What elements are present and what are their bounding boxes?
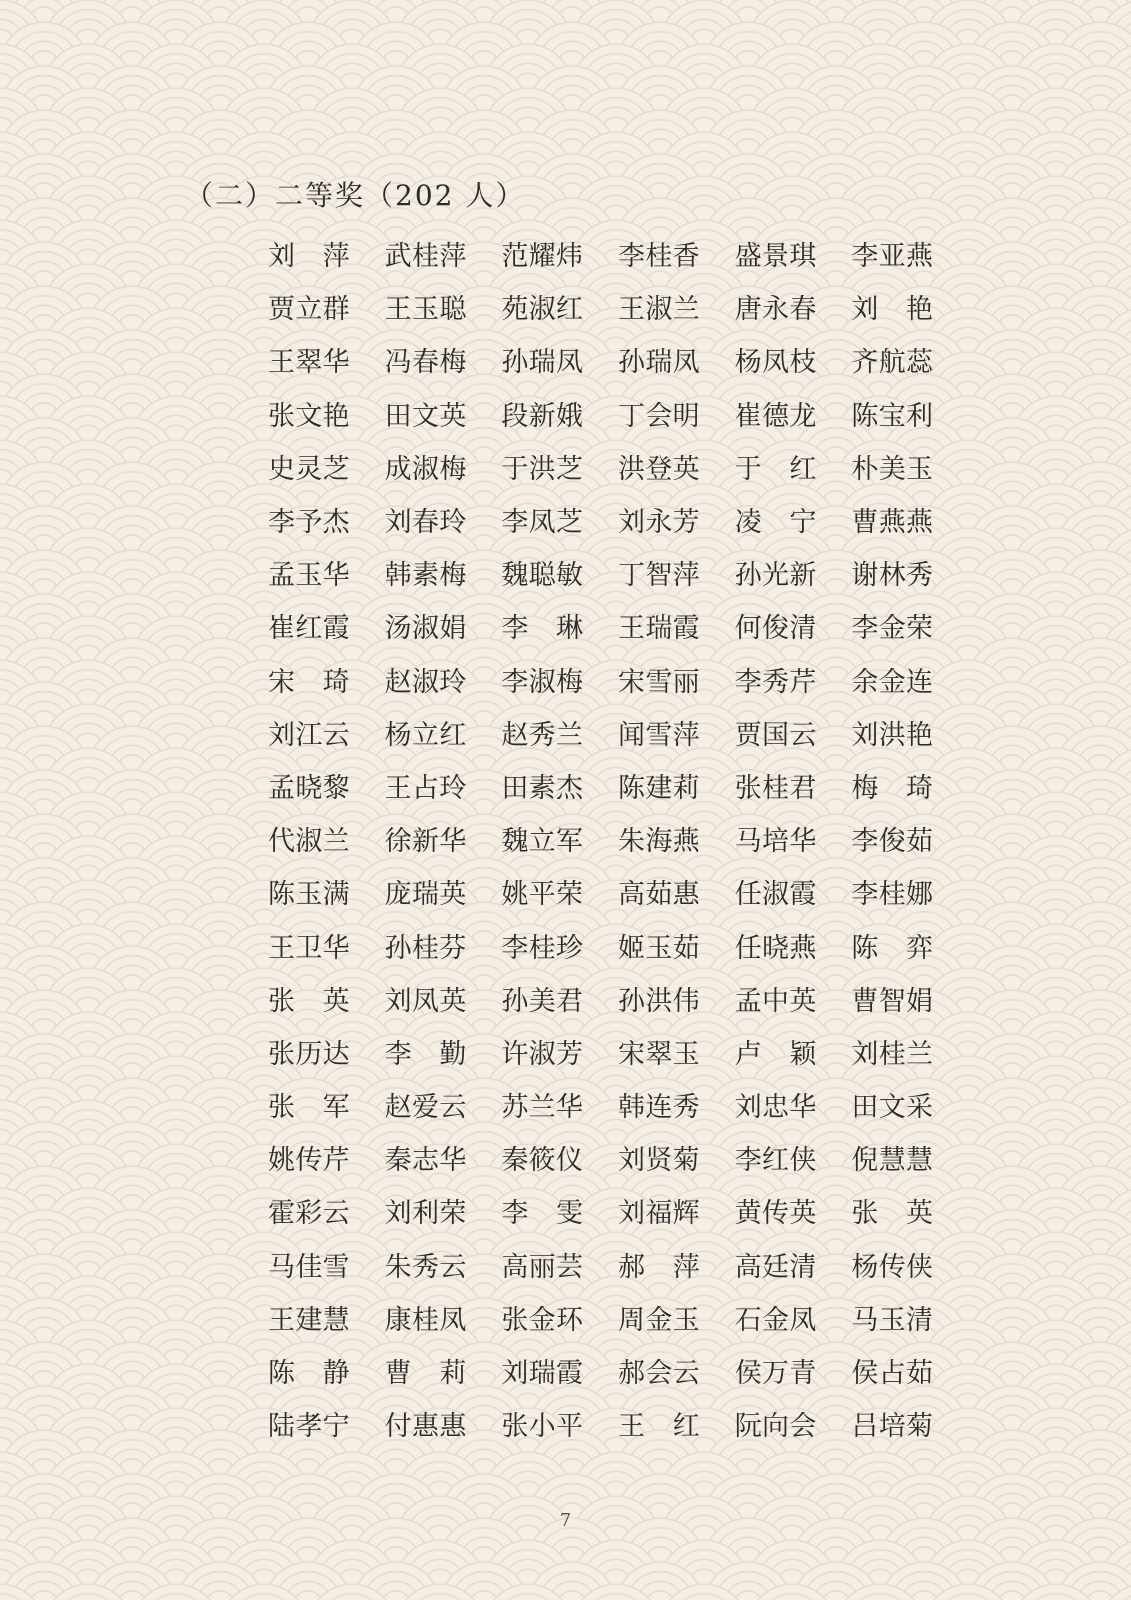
page-number: 7 [559, 1510, 572, 1531]
name-row [268, 1131, 968, 1184]
awardee-name: 陆 孝 宁 [268, 1411, 350, 1443]
awardee-name: 刘 瑞 霞 [501, 1358, 583, 1390]
awardee-name: 张 英 [268, 985, 350, 1017]
name-row [268, 1291, 968, 1344]
awardee-name: 王 翠 华 [268, 347, 350, 379]
name-row [268, 440, 968, 493]
awardee-name: 任 晓 燕 [734, 932, 817, 964]
award-title: 二等奖 [275, 179, 366, 212]
name-row [268, 227, 968, 280]
name-row [268, 493, 968, 546]
awardee-name: 孙 光 新 [734, 560, 817, 592]
name-row [268, 1078, 968, 1131]
awardee-name: 洪 登 英 [618, 453, 700, 485]
awardee-name: 姚 平 荣 [501, 879, 583, 911]
awardee-name: 刘 洪 艳 [851, 719, 934, 751]
awardee-name: 卢 颖 [734, 1038, 817, 1070]
awardee-name: 李 桂 珍 [501, 932, 583, 964]
awardee-name: 李 予 杰 [268, 507, 350, 539]
awardee-name: 黄 传 英 [734, 1198, 817, 1230]
awardee-name: 侯 万 青 [734, 1358, 817, 1390]
awardee-name: 陈 玉 满 [268, 879, 350, 911]
awardee-name: 陈 弈 [851, 932, 934, 964]
awardee-name: 石 金 凤 [734, 1304, 817, 1336]
awardee-name: 刘 利 荣 [384, 1198, 467, 1230]
awardee-name: 姬 玉 茹 [618, 932, 700, 964]
name-row [268, 1397, 968, 1450]
awardee-name: 李 金 荣 [851, 613, 934, 645]
awardee-name: 孟 玉 华 [268, 560, 350, 592]
awardee-name: 郝 会 云 [618, 1358, 700, 1390]
awardee-name: 刘 江 云 [268, 719, 350, 751]
awardee-name: 唐 永 春 [734, 294, 817, 326]
name-row [268, 706, 968, 759]
awardee-name: 刘 桂 兰 [851, 1038, 934, 1070]
awardee-name: 孙 洪 伟 [618, 985, 700, 1017]
name-row [268, 918, 968, 971]
awardee-name: 王 瑞 霞 [618, 613, 700, 645]
awardee-name: 李 亚 燕 [851, 241, 934, 273]
awardee-name: 陈 静 [268, 1358, 350, 1390]
awardee-name: 崔 德 龙 [734, 400, 817, 432]
awardee-name: 徐 新 华 [384, 826, 467, 858]
awardee-name: 汤 淑 娟 [384, 613, 467, 645]
awardee-name: 王 卫 华 [268, 932, 350, 964]
awardee-name: 李 琳 [501, 613, 584, 645]
awardee-name: 王 玉 聪 [384, 294, 467, 326]
name-row [268, 1344, 968, 1397]
awardee-name: 余 金 连 [851, 666, 934, 698]
awardee-name: 曹 燕 燕 [851, 507, 934, 539]
awardee-name: 周 金 玉 [618, 1304, 700, 1336]
awardee-name: 李 桂 娜 [851, 879, 934, 911]
awardee-name: 于 红 [734, 453, 817, 485]
awardee-name: 代 淑 兰 [268, 826, 350, 858]
awardee-name: 盛 景 琪 [734, 241, 817, 273]
awardee-name: 刘 永 芳 [618, 507, 700, 539]
awardee-name: 赵 爱 云 [384, 1092, 467, 1124]
awardee-name: 崔 红 霞 [268, 613, 350, 645]
awardee-name: 刘 春 玲 [384, 507, 467, 539]
awardee-name: 王 淑 兰 [618, 294, 700, 326]
awardee-name: 高 廷 清 [734, 1251, 817, 1283]
awardee-name: 倪 慧 慧 [851, 1145, 934, 1177]
awardee-name: 霍 彩 云 [268, 1198, 350, 1230]
awardee-name: 李 淑 梅 [501, 666, 583, 698]
awardee-name: 曹 智 娟 [851, 985, 934, 1017]
awardee-name: 陈 建 莉 [618, 772, 700, 804]
awardee-name: 曹 莉 [384, 1358, 467, 1390]
awardee-name: 孟 中 英 [734, 985, 817, 1017]
awardee-name: 魏 聪 敏 [501, 560, 583, 592]
awardee-name: 李 俊 茹 [851, 826, 934, 858]
awardee-name: 吕 培 菊 [851, 1411, 934, 1443]
awardee-name: 张 军 [268, 1092, 350, 1124]
awardee-name: 秦 筱 仪 [501, 1145, 583, 1177]
awardee-name: 马 玉 清 [851, 1304, 934, 1336]
awardee-name: 田 素 杰 [501, 772, 583, 804]
awardee-name: 秦 志 华 [384, 1145, 467, 1177]
awardee-name: 张 金 环 [501, 1304, 583, 1336]
awardee-name: 范 耀 炜 [501, 241, 583, 273]
name-row [268, 759, 968, 812]
awardee-name: 侯 占 茹 [851, 1358, 934, 1390]
awardee-name: 韩 素 梅 [384, 560, 467, 592]
name-row [268, 333, 968, 386]
name-row [268, 1025, 968, 1078]
awardee-name: 刘 贤 菊 [618, 1145, 700, 1177]
awardee-name: 陈 宝 利 [851, 400, 934, 432]
awardee-name: 杨 立 红 [384, 719, 467, 751]
awardee-name: 孙 瑞 凤 [501, 347, 583, 379]
awardee-name: 凌 宁 [734, 507, 817, 539]
awardee-name: 李 红 侠 [734, 1145, 817, 1177]
awardee-name: 魏 立 军 [501, 826, 583, 858]
awardee-name: 孟 晓 黎 [268, 772, 350, 804]
awardee-name: 刘 福 辉 [618, 1198, 700, 1230]
awardee-name: 马 培 华 [734, 826, 817, 858]
awardee-name: 苑 淑 红 [501, 294, 583, 326]
awardee-name: 成 淑 梅 [384, 453, 467, 485]
awardee-name: 刘 萍 [268, 241, 350, 273]
name-row [268, 1184, 968, 1237]
awardee-name: 庞 瑞 英 [384, 879, 467, 911]
name-row [268, 599, 968, 652]
awardee-name: 史 灵 芝 [268, 453, 350, 485]
awardee-name: 丁 智 萍 [618, 560, 700, 592]
awardee-name: 杨 凤 枝 [734, 347, 817, 379]
awardee-name: 宋 琦 [268, 666, 350, 698]
awardee-name: 张 文 艳 [268, 400, 350, 432]
name-list [268, 227, 968, 1450]
awardee-name: 孙 美 君 [501, 985, 583, 1017]
awardee-name: 丁 会 明 [618, 400, 700, 432]
awardee-name: 武 桂 萍 [384, 241, 467, 273]
name-row [268, 546, 968, 599]
awardee-name: 贾 立 群 [268, 294, 350, 326]
awardee-name: 贾 国 云 [734, 719, 817, 751]
awardee-name: 段 新 娥 [501, 400, 583, 432]
name-row [268, 280, 968, 333]
awardee-name: 赵 秀 兰 [501, 719, 583, 751]
awardee-name: 张 历 达 [268, 1038, 350, 1070]
awardee-name: 孙 桂 芬 [384, 932, 467, 964]
award-count: （202 人） [365, 179, 526, 212]
awardee-name: 张 小 平 [501, 1411, 583, 1443]
awardee-name: 李 雯 [501, 1198, 584, 1230]
awardee-name: 何 俊 清 [734, 613, 817, 645]
awardee-name: 马 佳 雪 [268, 1251, 350, 1283]
name-row [268, 387, 968, 440]
awardee-name: 闻 雪 萍 [618, 719, 700, 751]
awardee-name: 任 淑 霞 [734, 879, 817, 911]
name-row [268, 972, 968, 1025]
awardee-name: 姚 传 芹 [268, 1145, 350, 1177]
awardee-name: 谢 林 秀 [851, 560, 934, 592]
awardee-name: 许 淑 芳 [501, 1038, 583, 1070]
awardee-name: 朱 海 燕 [618, 826, 700, 858]
awardee-name: 冯 春 梅 [384, 347, 467, 379]
awardee-name: 李 勤 [384, 1038, 467, 1070]
name-row [268, 653, 968, 706]
awardee-name: 高 丽 芸 [501, 1251, 583, 1283]
awardee-name: 付 惠 惠 [384, 1411, 467, 1443]
awardee-name: 李 凤 芝 [501, 507, 583, 539]
section-heading [185, 176, 525, 216]
awardee-name: 王 建 慧 [268, 1304, 350, 1336]
awardee-name: 王 红 [618, 1411, 700, 1443]
awardee-name: 田 文 英 [384, 400, 467, 432]
awardee-name: 刘 凤 英 [384, 985, 467, 1017]
awardee-name: 赵 淑 玲 [384, 666, 467, 698]
awardee-name: 朴 美 玉 [851, 453, 934, 485]
awardee-name: 刘 忠 华 [734, 1092, 817, 1124]
name-row [268, 865, 968, 918]
awardee-name: 阮 向 会 [734, 1411, 817, 1443]
awardee-name: 李 秀 芹 [734, 666, 817, 698]
awardee-name: 韩 连 秀 [618, 1092, 700, 1124]
section-number: （二） [185, 179, 276, 212]
awardee-name: 康 桂 凤 [384, 1304, 467, 1336]
awardee-name: 宋 雪 丽 [618, 666, 700, 698]
awardee-name: 张 桂 君 [734, 772, 817, 804]
awardee-name: 郝 萍 [618, 1251, 700, 1283]
awardee-name: 宋 翠 玉 [618, 1038, 700, 1070]
awardee-name: 朱 秀 云 [384, 1251, 467, 1283]
awardee-name: 孙 瑞 凤 [618, 347, 700, 379]
awardee-name: 张 英 [851, 1198, 934, 1230]
awardee-name: 于 洪 芝 [501, 453, 583, 485]
awardee-name: 刘 艳 [851, 294, 934, 326]
name-row [268, 812, 968, 865]
awardee-name: 杨 传 侠 [851, 1251, 934, 1283]
awardee-name: 李 桂 香 [618, 241, 700, 273]
awardee-name: 王 占 玲 [384, 772, 467, 804]
awardee-name: 田 文 采 [851, 1092, 934, 1124]
awardee-name: 梅 琦 [851, 772, 934, 804]
name-row [268, 1238, 968, 1291]
awardee-name: 苏 兰 华 [501, 1092, 583, 1124]
awardee-name: 高 茹 惠 [618, 879, 700, 911]
awardee-name: 齐 航 蕊 [851, 347, 934, 379]
